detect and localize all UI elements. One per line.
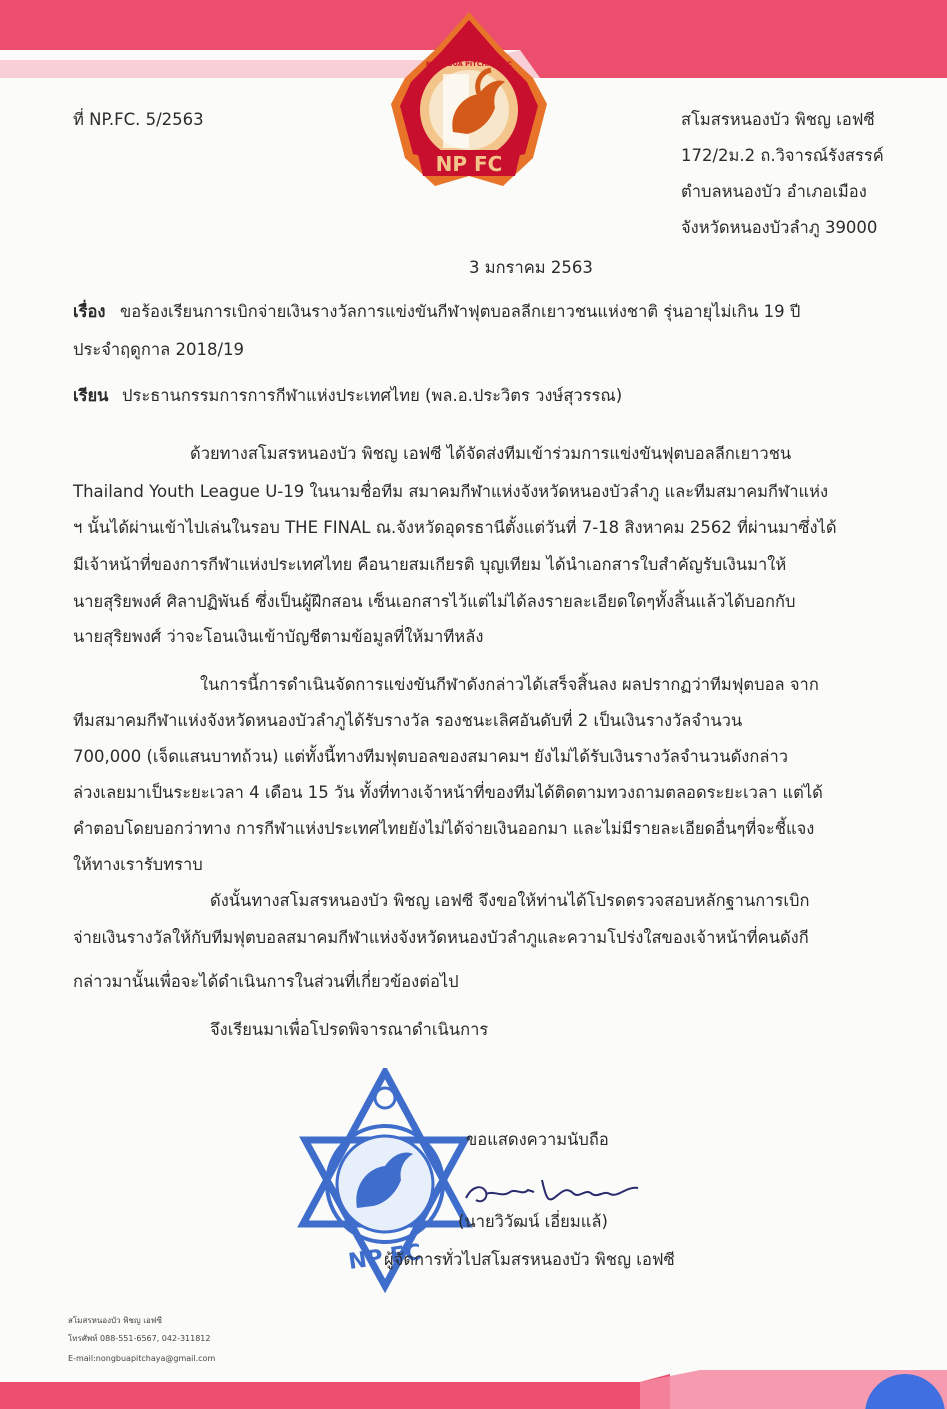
letter-date: 3 มกราคม 2563 xyxy=(469,258,593,277)
footer-phone: โทรศัพท์ 088-551-6567, 042-311812 xyxy=(68,1334,211,1343)
signatory-name: (นายวิวัฒน์ เอี่ยมแล้) xyxy=(458,1212,608,1231)
recipient-label: เรียน xyxy=(73,386,109,405)
sender-address-line-3: จังหวัดหนองบัวลำภู 39000 xyxy=(681,218,878,237)
club-logo xyxy=(383,8,555,193)
sender-name: สโมสรหนองบัว พิชญ เอฟซี xyxy=(681,110,875,129)
paragraph-1-line: นายสุริยพงศ์ ศิลาปฏิพันธ์ ซึ่งเป็นผู้ฝึกสอน เซ็นเอกสารไว้แต่ไม่ได้ลงรายละเอียดใดๆทั้งสิ้นแล้วได้บอกกับ xyxy=(73,592,796,611)
paragraph-2-line: คำตอบโดยบอกว่าทาง การกีฬาแห่งประเทศไทยยังไม่ได้จ่ายเงินออกมา และไม่มีรายละเอียดอื่นๆที่จะชี้แจง xyxy=(73,819,815,838)
paragraph-1-line: มีเจ้าหน้าที่ของการกีฬาแห่งประเทศไทย คือนายสมเกียรติ บุญเทียม ได้นำเอกสารใบสำคัญรับเงินมาให้ xyxy=(73,555,787,574)
paragraph-3-line: กล่าวมานั้นเพื่อจะได้ดำเนินการในส่วนที่เกี่ยวข้องต่อไป xyxy=(73,972,459,991)
footer-email: E-mail:nongbuapitchaya@gmail.com xyxy=(68,1354,216,1363)
paragraph-2-line: ทีมสมาคมกีฬาแห่งจังหวัดหนองบัวลำภูได้รับรางวัล รองชนะเลิศอันดับที่ 2 เป็นเงินรางวัลจำนวน xyxy=(73,711,743,730)
closing-request: จึงเรียนมาเพื่อโปรดพิจารณาดำเนินการ xyxy=(210,1020,489,1039)
signatory-position: ผู้จัดการทั่วไปสโมสรหนองบัว พิชญ เอฟซี xyxy=(384,1250,675,1269)
logo-ring-text: NONGBUA PITCHAYA FC xyxy=(426,60,512,68)
stamp-text: NP FC xyxy=(346,1240,424,1275)
paragraph-3-line: ดังนั้นทางสโมสรหนองบัว พิชญ เอฟซี จึงขอให้ท่านได้โปรดตรวจสอบหลักฐานการเบิก xyxy=(210,891,810,910)
sender-address-line-2: ตำบลหนองบัว อำเภอเมือง xyxy=(681,182,867,201)
paragraph-1-line: Thailand Youth League U-19 ในนามชื่อทีม สมาคมกีฬาแห่งจังหวัดหนองบัวลำภู และทีมสมาคมกีฬาแห่ง xyxy=(73,482,829,501)
subject-line-1: ขอร้องเรียนการเบิกจ่ายเงินรางวัลการแข่งขันกีฬาฟุตบอลลีกเยาวชนแห่งชาติ รุ่นอายุไม่เกิน 19 ปี xyxy=(120,302,801,321)
reference-number: ที่ NP.FC. 5/2563 xyxy=(73,110,204,129)
paragraph-2-line: ให้ทางเรารับทราบ xyxy=(73,855,203,874)
subject-line-2: ประจำฤดูกาล 2018/19 xyxy=(73,340,244,359)
subject-label: เรื่อง xyxy=(73,302,106,321)
paragraph-2-line: 700,000 (เจ็ดแสนบาทถ้วน) แต่ทั้งนี้ทางทีมฟุตบอลของสมาคมฯ ยังไม่ได้รับเงินรางวัลจำนวนดังกล่าว xyxy=(73,747,788,766)
paragraph-1-line: ฯ นั้นได้ผ่านเข้าไปเล่นในรอบ THE FINAL ณ.จังหวัดอุดรธานีตั้งแต่วันที่ 7-18 สิงหาคม 2562 ที่ผ่านมาซึ่งได้ xyxy=(73,518,837,537)
salutation: ขอแสดงความนับถือ xyxy=(466,1130,609,1149)
paragraph-3-line: จ่ายเงินรางวัลให้กับทีมฟุตบอลสมาคมกีฬาแห่งจังหวัดหนองบัวลำภูและความโปร่งใสของเจ้าหน้าที่คนดังกี xyxy=(73,928,809,947)
logo-banner-text: NP FC xyxy=(435,152,503,176)
paragraph-2-line: ในการนี้การดำเนินจัดการแข่งขันกีฬาดังกล่าวได้เสร็จสิ้นลง ผลปรากฏว่าทีมฟุตบอล จาก xyxy=(200,675,819,694)
paragraph-2-line: ล่วงเลยมาเป็นระยะเวลา 4 เดือน 15 วัน ทั้งที่ทางเจ้าหน้าที่ของทีมได้ติดตามทวงถามตลอดระยะเวลา แต่ได้ xyxy=(73,783,823,802)
paragraph-1-line: ด้วยทางสโมสรหนองบัว พิชญ เอฟซี ได้จัดส่งทีมเข้าร่วมการแข่งขันฟุตบอลลีกเยาวชน xyxy=(190,444,792,463)
paragraph-1-line: นายสุริยพงศ์ ว่าจะโอนเงินเข้าบัญชีตามข้อมูลที่ให้มาทีหลัง xyxy=(73,627,484,646)
footer-org: สโมสรหนองบัว พิชญ เอฟซี xyxy=(68,1316,162,1325)
handwritten-signature xyxy=(462,1168,644,1216)
footer-band xyxy=(0,1352,947,1409)
recipient-text: ประธานกรรมการการกีฬาแห่งประเทศไทย (พล.อ.ประวิตร วงษ์สุวรรณ) xyxy=(122,386,623,405)
sender-address-line-1: 172/2ม.2 ถ.วิจารณ์รังสรรค์ xyxy=(681,146,884,165)
